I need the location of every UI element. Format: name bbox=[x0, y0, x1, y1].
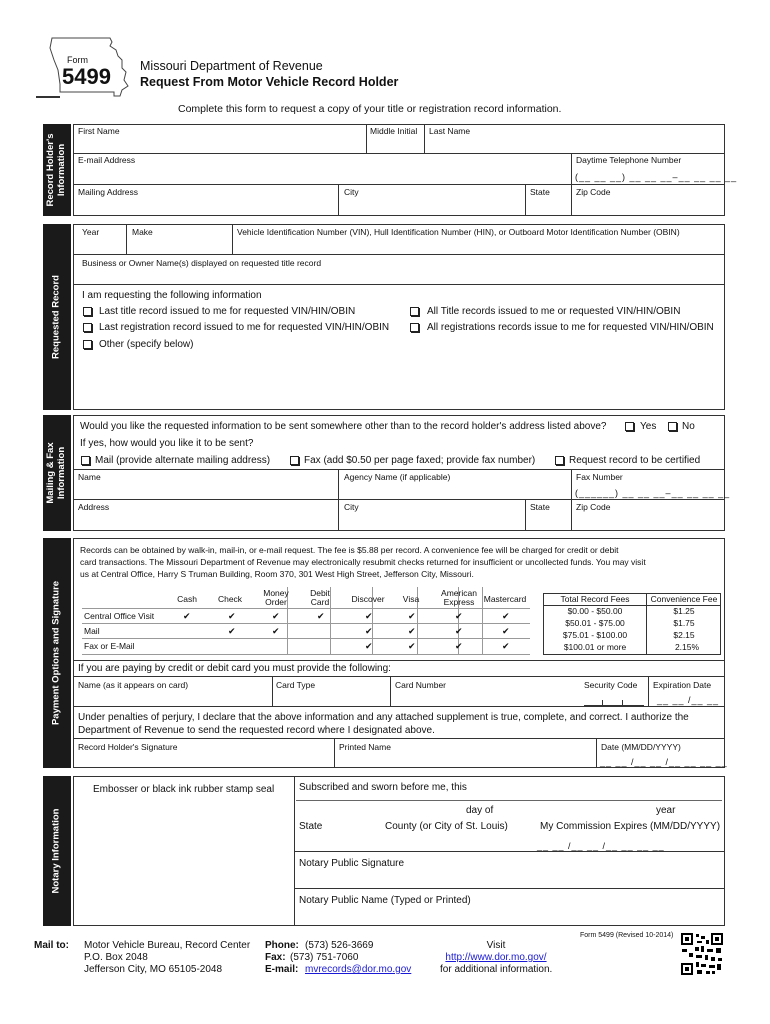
alt-state-label: State bbox=[530, 502, 550, 512]
fax-checkbox[interactable] bbox=[290, 456, 299, 465]
payment-paragraph-line-2: card transactions. The Missouri Department of Revenue may electronically resubmit checks returned for insufficient or uncollected funds. You may visit bbox=[80, 557, 646, 567]
additional-info-label: for additional information. bbox=[440, 964, 553, 975]
method-money-order: Money Order bbox=[263, 588, 289, 608]
name-on-card-label: Name (as it appears on card) bbox=[78, 680, 189, 690]
phone-number: (573) 526-3669 bbox=[305, 940, 374, 951]
check-mark: ✔ bbox=[455, 626, 463, 636]
security-code-label: Security Code bbox=[584, 680, 638, 690]
commission-label: My Commission Expires (MM/DD/YYYY) bbox=[540, 821, 721, 832]
mail-label: Mail (provide alternate mailing address) bbox=[95, 455, 271, 466]
alt-address-label: Address bbox=[78, 502, 110, 512]
owner-names-label: Business or Owner Name(s) displayed on requested title record bbox=[82, 258, 322, 268]
alt-state-field[interactable] bbox=[525, 513, 571, 531]
payment-paragraph-line-1: Records can be obtained by walk-in, mail-in, or e-mail request. The fee is $5.88 per record. A convenience fee will be charged for credit or debit bbox=[80, 545, 619, 555]
card-type-field[interactable] bbox=[272, 692, 390, 706]
check-mark: ✔ bbox=[365, 626, 373, 636]
fee-range: $0.00 - $50.00 bbox=[567, 606, 623, 616]
notary-section-label: Notary Information bbox=[43, 776, 71, 926]
mail-to-label: Mail to: bbox=[34, 940, 69, 951]
check-mark: ✔ bbox=[228, 611, 236, 621]
form-revision: Form 5499 (Revised 10-2014) bbox=[580, 932, 674, 939]
email-field[interactable] bbox=[73, 167, 571, 184]
fee-amount: $2.15 bbox=[673, 630, 695, 640]
seal-area[interactable] bbox=[76, 798, 290, 922]
alternate-address-question: Would you like the requested information to be sent somewhere other than to the record holder's address listed above? bbox=[80, 421, 607, 432]
other-checkbox[interactable] bbox=[83, 340, 92, 349]
check-mark: ✔ bbox=[365, 611, 373, 621]
method-cash: Cash bbox=[177, 594, 197, 604]
mailing-address-label: Mailing Address bbox=[78, 187, 139, 197]
row-central-office: Central Office Visit bbox=[84, 611, 155, 621]
alt-zip-field[interactable] bbox=[571, 513, 725, 531]
mail-checkbox[interactable] bbox=[81, 456, 90, 465]
signature-field[interactable] bbox=[73, 753, 334, 768]
other-label: Other (specify below) bbox=[99, 339, 194, 350]
date-field[interactable]: __ __ /__ __ /__ __ __ __ bbox=[600, 757, 728, 767]
certified-label: Request record to be certified bbox=[569, 455, 701, 466]
other-specify-area[interactable] bbox=[76, 354, 722, 408]
county-field[interactable] bbox=[382, 834, 532, 848]
first-name-label: First Name bbox=[78, 126, 120, 136]
check-mark: ✔ bbox=[502, 626, 510, 636]
check-mark: ✔ bbox=[455, 611, 463, 621]
commission-field[interactable]: __ __ /__ __ /__ __ __ __ bbox=[537, 841, 665, 851]
card-type-label: Card Type bbox=[276, 680, 316, 690]
fee-header-total: Total Record Fees bbox=[560, 594, 630, 604]
last-name-field[interactable] bbox=[424, 138, 725, 153]
state-field[interactable] bbox=[525, 198, 571, 216]
expiration-label: Expiration Date bbox=[653, 680, 712, 690]
fee-amount: 2.15% bbox=[674, 642, 700, 652]
website-link[interactable]: http://www.dor.mo.gov/ bbox=[445, 952, 547, 963]
check-mark: ✔ bbox=[365, 641, 373, 651]
middle-initial-field[interactable] bbox=[366, 138, 424, 153]
fee-amount: $1.75 bbox=[673, 618, 695, 628]
email-label-footer: E-mail: bbox=[265, 964, 299, 975]
no-checkbox[interactable] bbox=[668, 422, 677, 431]
form-label: Form bbox=[67, 55, 88, 65]
last-name-label: Last Name bbox=[429, 126, 471, 136]
fee-range: $50.01 - $75.00 bbox=[565, 618, 625, 628]
notary-signature-label: Notary Public Signature bbox=[299, 858, 405, 869]
county-label: County (or City of St. Louis) bbox=[385, 821, 508, 832]
check-mark: ✔ bbox=[408, 641, 416, 651]
no-label: No bbox=[682, 421, 695, 432]
certified-checkbox[interactable] bbox=[555, 456, 564, 465]
expiration-field[interactable]: __ __ /__ __ bbox=[657, 695, 720, 705]
fax-number-footer: (573) 751-7060 bbox=[290, 952, 359, 963]
row-fax-email: Fax or E-Mail bbox=[84, 641, 135, 651]
mail-address-line-3: Jefferson City, MO 65105-2048 bbox=[84, 964, 223, 975]
alt-address-field[interactable] bbox=[73, 513, 338, 531]
record-holder-section-label: Record Holder's Information bbox=[43, 124, 71, 216]
name-on-card-field[interactable] bbox=[73, 692, 272, 706]
printed-name-label: Printed Name bbox=[339, 742, 391, 752]
seal-label: Embosser or black ink rubber stamp seal bbox=[93, 784, 275, 795]
mailing-fax-section-label: Mailing & Fax Information bbox=[43, 415, 71, 531]
owner-names-field[interactable] bbox=[73, 269, 725, 284]
notary-state-label: State bbox=[299, 821, 323, 832]
city-field[interactable] bbox=[338, 198, 525, 216]
fee-range: $75.01 - $100.00 bbox=[562, 630, 628, 640]
form-number: 5499 bbox=[62, 64, 111, 89]
check-mark: ✔ bbox=[408, 626, 416, 636]
check-mark: ✔ bbox=[455, 641, 463, 651]
zip-label: Zip Code bbox=[576, 187, 611, 197]
agency-name-field[interactable] bbox=[338, 483, 571, 499]
check-mark: ✔ bbox=[228, 626, 236, 636]
agency-name: Missouri Department of Revenue bbox=[140, 59, 323, 73]
card-number-label: Card Number bbox=[395, 680, 447, 690]
method-debit-card: Debit Card bbox=[310, 588, 330, 608]
last-title-checkbox[interactable] bbox=[83, 307, 92, 316]
signature-label: Record Holder's Signature bbox=[78, 742, 178, 752]
fee-header-convenience: Convenience Fee bbox=[650, 594, 718, 604]
fee-amount: $1.25 bbox=[673, 606, 695, 616]
fax-label: Fax (add $0.50 per page faxed; provide fax number) bbox=[304, 455, 536, 466]
state-label: State bbox=[530, 187, 550, 197]
row-mail: Mail bbox=[84, 626, 100, 636]
year-label: Year bbox=[82, 227, 100, 237]
date-label: Date (MM/DD/YYYY) bbox=[601, 742, 681, 752]
check-mark: ✔ bbox=[272, 626, 280, 636]
phone-label: Phone: bbox=[265, 940, 299, 951]
email-label: E-mail Address bbox=[78, 155, 136, 165]
header-rule bbox=[36, 96, 60, 98]
last-title-label: Last title record issued to me for requested VIN/HIN/OBIN bbox=[99, 306, 356, 317]
alt-zip-label: Zip Code bbox=[576, 502, 611, 512]
last-registration-checkbox[interactable] bbox=[83, 323, 92, 332]
mail-address-line-1: Motor Vehicle Bureau, Record Center bbox=[84, 940, 251, 951]
notary-signature-field[interactable] bbox=[296, 870, 722, 886]
how-sent-label: If yes, how would you like it to be sent? bbox=[80, 438, 254, 449]
all-title-checkbox[interactable] bbox=[410, 307, 419, 316]
all-registrations-checkbox[interactable] bbox=[410, 323, 419, 332]
notary-name-label: Notary Public Name (Typed or Printed) bbox=[299, 895, 471, 906]
year-notary-label: year bbox=[656, 805, 676, 816]
all-title-label: All Title records issued to me or requested VIN/HIN/OBIN bbox=[427, 306, 681, 317]
payment-paragraph-line-3: us at Central Office, Harry S Truman Building, Room 370, 301 West High Street, Jefferson City, Missouri. bbox=[80, 569, 474, 579]
perjury-line-2: Department of Revenue to send the requested record where I designated above. bbox=[78, 725, 435, 736]
fax-label-footer: Fax: bbox=[265, 952, 286, 963]
qr-code-icon bbox=[680, 932, 724, 976]
fee-range: $100.01 or more bbox=[563, 642, 627, 652]
check-mark: ✔ bbox=[502, 611, 510, 621]
fax-number-label: Fax Number bbox=[576, 472, 623, 482]
sworn-label: Subscribed and sworn before me, this bbox=[299, 782, 467, 793]
payment-section-label: Payment Options and Signature bbox=[43, 538, 71, 768]
form-title: Request From Motor Vehicle Record Holder bbox=[140, 75, 399, 89]
mailing-address-field[interactable] bbox=[73, 198, 338, 216]
alt-name-label: Name bbox=[78, 472, 101, 482]
method-visa: Visa bbox=[402, 594, 420, 604]
fax-number-field[interactable]: (______) __ __ __–__ __ __ __ bbox=[575, 488, 731, 498]
vin-label: Vehicle Identification Number (VIN), Hull Identification Number (HIN), or Outboard Motor Identification Number (OBIN) bbox=[237, 227, 680, 237]
yes-label: Yes bbox=[640, 421, 657, 432]
mail-address-line-2: P.O. Box 2048 bbox=[84, 952, 148, 963]
daytime-phone-field[interactable]: (__ __ __) __ __ __–__ __ __ __ bbox=[575, 172, 738, 182]
method-check: Check bbox=[217, 594, 243, 604]
agency-name-label: Agency Name (if applicable) bbox=[344, 472, 451, 482]
perjury-line-1: Under penalties of perjury, I declare that the above information and any attached supplement is true, complete, and correct. I authorize the bbox=[78, 712, 689, 723]
notary-state-field[interactable] bbox=[296, 834, 376, 848]
all-registrations-label: All registrations records issue to me for requested VIN/HIN/OBIN bbox=[427, 322, 714, 333]
requesting-label: I am requesting the following information bbox=[82, 290, 262, 301]
card-number-field[interactable] bbox=[390, 692, 580, 706]
zip-field[interactable] bbox=[571, 198, 725, 216]
method-american-express: American Express bbox=[441, 588, 477, 608]
visit-label: Visit bbox=[486, 940, 506, 951]
make-label: Make bbox=[132, 227, 153, 237]
last-registration-label: Last registration record issued to me for requested VIN/HIN/OBIN bbox=[99, 322, 390, 333]
vin-field[interactable] bbox=[232, 238, 725, 254]
alt-city-label: City bbox=[344, 502, 359, 512]
printed-name-field[interactable] bbox=[334, 753, 596, 768]
year-field[interactable] bbox=[73, 238, 126, 254]
alt-city-field[interactable] bbox=[338, 513, 525, 531]
security-code-field[interactable] bbox=[584, 692, 644, 706]
check-mark: ✔ bbox=[183, 611, 191, 621]
alt-name-field[interactable] bbox=[73, 483, 338, 499]
check-mark: ✔ bbox=[408, 611, 416, 621]
middle-initial-label: Middle Initial bbox=[370, 126, 418, 136]
check-mark: ✔ bbox=[502, 641, 510, 651]
notary-name-field[interactable] bbox=[296, 907, 722, 924]
card-prompt: If you are paying by credit or debit card you must provide the following: bbox=[78, 663, 391, 674]
make-field[interactable] bbox=[126, 238, 232, 254]
day-of-label: day of bbox=[466, 805, 494, 816]
fee-table bbox=[543, 593, 721, 655]
first-name-field[interactable] bbox=[73, 138, 366, 153]
payment-methods-table bbox=[82, 587, 530, 655]
requested-record-section-label: Requested Record bbox=[43, 224, 71, 410]
yes-checkbox[interactable] bbox=[625, 422, 634, 431]
email-link[interactable]: mvrecords@dor.mo.gov bbox=[305, 964, 412, 975]
method-discover: Discover bbox=[351, 594, 385, 604]
daytime-phone-label: Daytime Telephone Number bbox=[576, 155, 682, 165]
city-label: City bbox=[344, 187, 359, 197]
check-mark: ✔ bbox=[272, 611, 280, 621]
instructions: Complete this form to request a copy of your title or registration record information. bbox=[178, 103, 562, 115]
method-mastercard: Mastercard bbox=[483, 594, 527, 604]
check-mark: ✔ bbox=[317, 611, 325, 621]
